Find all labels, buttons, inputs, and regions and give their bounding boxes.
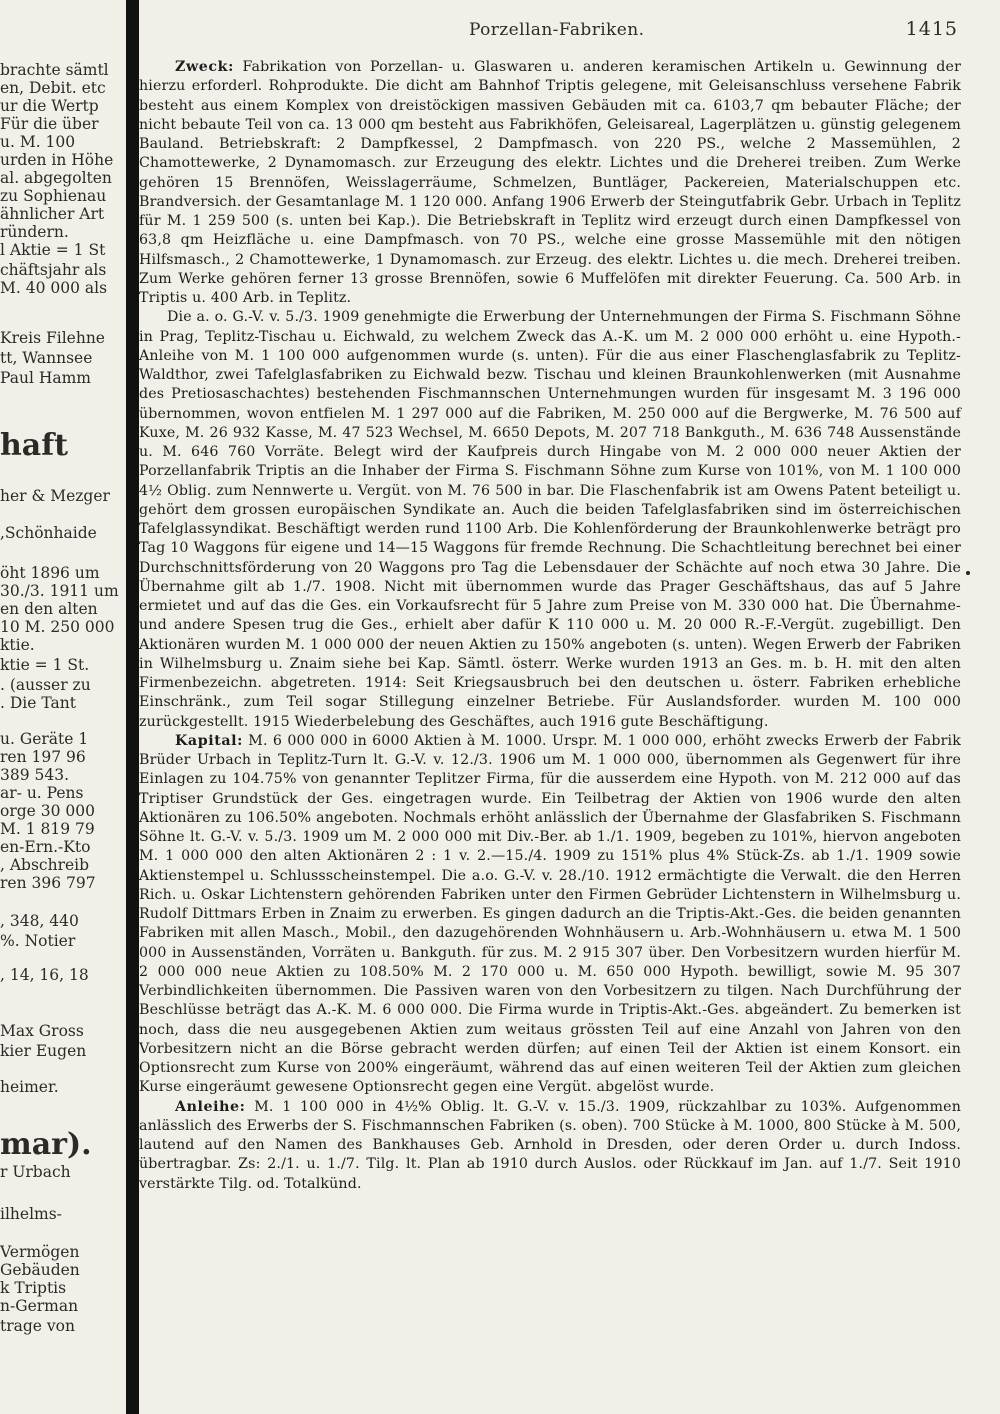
left-fragment-line: orge 30 000 [0,802,95,820]
left-fragment-line: Kreis Filehne [0,329,105,347]
left-fragment-line: u. Geräte 1 [0,730,89,748]
left-fragment-line: . (ausser zu [0,676,91,694]
left-fragment-line: brachte sämtl [0,61,109,79]
left-fragment-line: ktie. [0,636,35,654]
zweck-paragraph [139,58,961,308]
page-main [139,0,1000,1414]
left-fragment-line: n-German [0,1297,79,1315]
left-fragment-line: en-Ern.-Kto [0,838,91,856]
left-fragment-line: u. M. 100 [0,133,76,151]
left-fragment-line: M. 40 000 als [0,279,108,297]
left-fragment-line: . Die Tant [0,694,76,712]
anleihe-text: M. 1 100 000 in 4½% Oblig. lt. G.-V. v. 15./3. 1909, rückzahlbar zu 103%. Aufgenommen anlässlich des Erwerbs der S. Fischmannschen Fabriken (s. oben). 700 Stücke à M. 1000, 800 Stücke à M. 500, lautend auf den Namen des Bankhauses Geb. Arnhold in Dresden, oder deren Order u. durch Indoss. übertragbar. Zs: 2./1. u. 1./7. Tilg. lt. Plan ab 1910 durch Auslos. oder Rückkauf im Jan. auf 1./7. Seit 1910 verstärkte Tilg. od. Totalkünd. [139,1098,961,1192]
page-gutter-divider [126,0,139,1414]
left-fragment-line: kier Eugen [0,1042,87,1060]
left-fragment-line: 30./3. 1911 um [0,582,119,600]
left-fragment-line: ähnlicher Art [0,205,105,223]
body-text [139,58,961,1194]
zweck-paragraph-2 [139,308,961,732]
left-fragment-line: , 14, 16, 18 [0,966,89,984]
left-fragment-line: ,Schönhaide [0,524,97,542]
left-fragment-line: öht 1896 um [0,564,100,582]
page-number: 1415 [905,18,958,40]
left-fragment-line: Vermögen [0,1243,80,1261]
left-fragment-line: zu Sophienau [0,187,107,205]
page-title: Porzellan-Fabriken. [469,20,645,40]
left-fragment-line: urden in Höhe [0,151,114,169]
left-fragment-line: ren 197 96 [0,748,86,766]
left-fragment-line: ründern. [0,223,69,241]
left-fragment-line: ktie = 1 St. [0,656,90,674]
kapital-label: Kapital: [175,732,244,749]
anleihe-label: Anleihe: [175,1098,246,1115]
zweck-text-2: Die a. o. G.-V. v. 5./3. 1909 genehmigte die Erwerbung der Unternehmungen der Firma S. Fischmann Söhne in Prag, Teplitz-Tischau u. Eichwald, zu welchem Zweck das A.-K. um M. 2 000 000 erhöht u. eine Hypoth.-Anleihe von M. 1 100 000 aufgenommen wurde (s. unten). Für die aus einer Flaschenglasfabrik zu Teplitz-Waldthor, zwei Tafelglasfabriken zu Eichwald bezw. Tischau und kleinen Braunkohlenwerken (mit Ausnahme des Pretiosaschachtes) bestehenden Fischmannschen Unternehmungen wurden für insgesamt M. 3 196 000 übernommen, wovon entfielen M. 1 297 000 auf die Fabriken, M. 250 000 auf die Bergwerke, M. 76 500 auf Kuxe, M. 26 932 Kasse, M. 47 523 Wechsel, M. 6650 Depots, M. 207 718 Bankguth., M. 636 748 Aussenstände u. M. 646 760 Vorräte. Belegt wird der Kaufpreis durch Hingabe von M. 2 000 000 neuer Aktien der Porzellanfabrik Triptis an die Inhaber der Firma S. Fischmann Söhne zum Kurse von 101%, von M. 1 100 000 4½ Oblig. zum Nennwerte u. Vergüt. von M. 76 500 in bar. Die Flaschenfabrik ist am Owens Patent beteiligt u. gehört dem grossen europäischen Syndikate an. Auch die beiden Tafelglasfabriken sind im österreichischen Tafelglassyndikat. Beschäftigt werden rund 1100 Arb. Die Kohlenförderung der Braunkohlenwerke beträgt pro Tag 10 Waggons für eigene und 14—15 Waggons für fremde Rechnung. Die Schachtleitung berechnet bei einer Durchschnittsförderung von 20 Waggons pro Tag die Lebensdauer der Schächte auf noch etwa 30 Jahre. Die Übernahme gilt ab 1./7. 1908. Nicht mit übernommen wurde das Prager Geschäftshaus, das auf 5 Jahre ermietet und auf das die Ges. ein Vorkaufsrecht für 5 Jahre zum Preise von M. 330 000 hat. Die Übernahme- und andere Spesen trug die Ges., erhielt aber dafür K 110 000 u. M. 20 000 R.-F.-Vergüt. zugebilligt. Den Aktionären wurden M. 1 000 000 der neuen Aktien zu 150% angeboten (s. unten). Wegen Erwerb der Fabriken in Wilhelmsburg u. Znaim siehe bei Kap. Sämtl. österr. Werke wurden 1913 an Ges. m. b. H. mit den alten Firmenbezeichn. abgetreten. 1914: Seit Kriegsausbruch bei den deutschen u. österr. Fabriken erhebliche Einschränk., zum Teil sogar Stillegung einzelner Betriebe. Für Auslandsforder. wurden M. 100 000 zurückgestellt. 1915 Wiederbelebung des Geschäftes, auch 1916 gute Beschäftigung. [139,309,961,730]
left-fragment-line: ilhelms- [0,1205,62,1223]
left-fragment-line: l Aktie = 1 St [0,241,106,259]
left-fragment-line: Paul Hamm [0,369,91,387]
left-fragment-line: haft [0,428,69,463]
adjacent-page-left-column [0,0,126,1414]
left-fragment-line: Max Gross [0,1022,84,1040]
left-fragment-line: mar). [0,1127,92,1162]
left-fragment-line: , Abschreib [0,856,90,874]
left-fragment-line: r Urbach [0,1163,71,1181]
left-fragment-line: %. Notier [0,932,76,950]
left-fragment-line: 10 M. 250 000 [0,618,115,636]
left-fragment-line: en, Debit. etc [0,79,106,97]
left-fragment-line: k Triptis [0,1279,67,1297]
anleihe-paragraph [139,1098,961,1194]
left-fragment-line: chäftsjahr als [0,261,107,279]
left-fragment-line: ren 396 797 [0,874,96,892]
left-fragment-line: ar- u. Pens [0,784,84,802]
left-fragment-line: M. 1 819 79 [0,820,95,838]
kapital-paragraph [139,732,961,1098]
left-fragment-line: her & Mezger [0,487,110,505]
left-fragment-line: tt, Wannsee [0,349,93,367]
zweck-text: Fabrikation von Porzellan- u. Glaswaren u. anderen keramischen Artikeln u. Gewinnung der hierzu erforderl. Rohprodukte. Die dicht am Bahnhof Triptis gelegene, mit Geleisanschluss versehene Fabrik besteht aus einem Komplex von dreistöckigen massiven Gebäuden mit ca. 6103,7 qm bebauter Fläche; der nicht bebaute Teil von ca. 13 000 qm besteht aus Fabrikhöfen, Geleisareal, Lagerplätzen u. günstig gelegenem Bauland. Betriebskraft: 2 Dampfkessel, 2 Dampfmasch. von 220 PS., welche 2 Massemühlen, 2 Chamottewerke, 2 Dynamomasch. zur Erzeugung des elektr. Lichtes und die Dreherei treiben. Zum Werke gehören 15 Brennöfen, Weisslagerräume, Schmelzen, Buntläger, Packereien, Materialschuppen etc. Brandversich. der Gesamtanlage M. 1 120 000. Anfang 1906 Erwerb der Steingutfabrik Gebr. Urbach in Teplitz für M. 1 259 500 (s. unten bei Kap.). Die Betriebskraft in Teplitz wird erzeugt durch einen Dampfkessel von 63,8 qm Heizfläche u. eine Dampfmasch. von 70 PS., welche eine grosse Massemühle mit den nötigen Hilfsmasch., 2 Chamottewerke, 1 Dynamomasch. zur Erzeug. des elektr. Lichtes u. die mech. Dreherei treiben. Zum Werke gehören ferner 13 grosse Brennöfen, sowie 6 Muffelöfen mit direkter Feuerung. Ca. 500 Arb. in Triptis u. 400 Arb. in Teplitz. [139,59,961,306]
left-fragment-line: ur die Wertp [0,97,99,115]
zweck-label: Zweck: [175,59,234,75]
kapital-text: M. 6 000 000 in 6000 Aktien à M. 1000. Urspr. M. 1 000 000, erhöht zwecks Erwerb der Fabrik Brüder Urbach in Teplitz-Turn lt. G.-V. v. 12./3. 1906 um M. 1 000 000, übernommen als Gegenwert für ihre Einlagen zu 104.75% von genannter Teplitzer Firma, für die ausserdem eine Hypoth. von M. 212 000 auf das Triptiser Grundstück der Ges. eingetragen wurde. Ein Teilbetrag der Aktien von 1906 wurde den alten Aktionären zu 106.50% angeboten. Nochmals erhöht anlässlich der Übernahme der Glasfabriken S. Fischmann Söhne lt. G.-V. v. 5./3. 1909 um M. 2 000 000 mit Div.-Ber. ab 1./1. 1909, begeben zu 101%, hiervon angeboten M. 1 000 000 den alten Aktionären 2 : 1 v. 2.—15./4. 1909 zu 151% plus 4% Stück-Zs. ab 1./1. 1909 sowie Aktienstempel u. Schlussscheinstempel. Die a.o. G.-V. v. 28./10. 1912 ermächtigte die Verwalt. die den Herren Rich. u. Oskar Lichtenstern gehörenden Fabriken unter den Firmen Gebrüder Lichtenstern in Wilhelmsburg u. Rudolf Dittmars Erben in Znaim zu erwerben. Es gingen dadurch an die Triptis-Akt.-Ges. die beiden genannten Fabriken mit allen Masch., Mobil., den dazugehörenden Wohnhäusern u. Arb.-Wohnhäusern u. etwa M. 1 500 000 in Aussenständen, Vorräten u. Bankguth. für zus. M. 2 915 307 über. Den Vorbesitzern wurden hierfür M. 2 000 000 neue Aktien zu 108.50% M. 2 170 000 u. M. 650 000 Hypoth. bewilligt, sowie M. 95 307 Verbindlichkeiten übernommen. Die Passiven waren von den Vorbesitzern zu tilgen. Nach Durchführung der Beschlüsse beträgt das A.-K. M. 6 000 000. Die Firma wurde in Triptis-Akt.-Ges. abgeändert. Zu bemerken ist noch, dass die neu ausgegebenen Aktien zum weitaus grössten Teil auf eine Anzahl von Jahren von den Vorbesitzern nicht an die Börse gebracht werden dürfen; auf einen Teil der Aktien ist einem Konsort. ein Optionsrecht zum Kurse von 200% eingeräumt, während das auf einen weiteren Teil der Aktien zum gleichen Kurse eingeräumt gewesene Optionsrecht gegen eine Vergüt. abgelöst wurde. [139,732,961,1096]
left-fragment-line: , 348, 440 [0,912,79,930]
left-fragment-line: heimer. [0,1078,59,1096]
page-header [139,20,1000,42]
left-fragment-line: Gebäuden [0,1261,80,1279]
left-fragment-line: al. abgegolten [0,169,112,187]
left-fragment-line: trage von [0,1317,75,1335]
print-speck [966,571,970,575]
left-fragment-line: en den alten [0,600,98,618]
left-fragment-line: Für die über [0,115,99,133]
left-fragment-line: 389 543. [0,766,70,784]
